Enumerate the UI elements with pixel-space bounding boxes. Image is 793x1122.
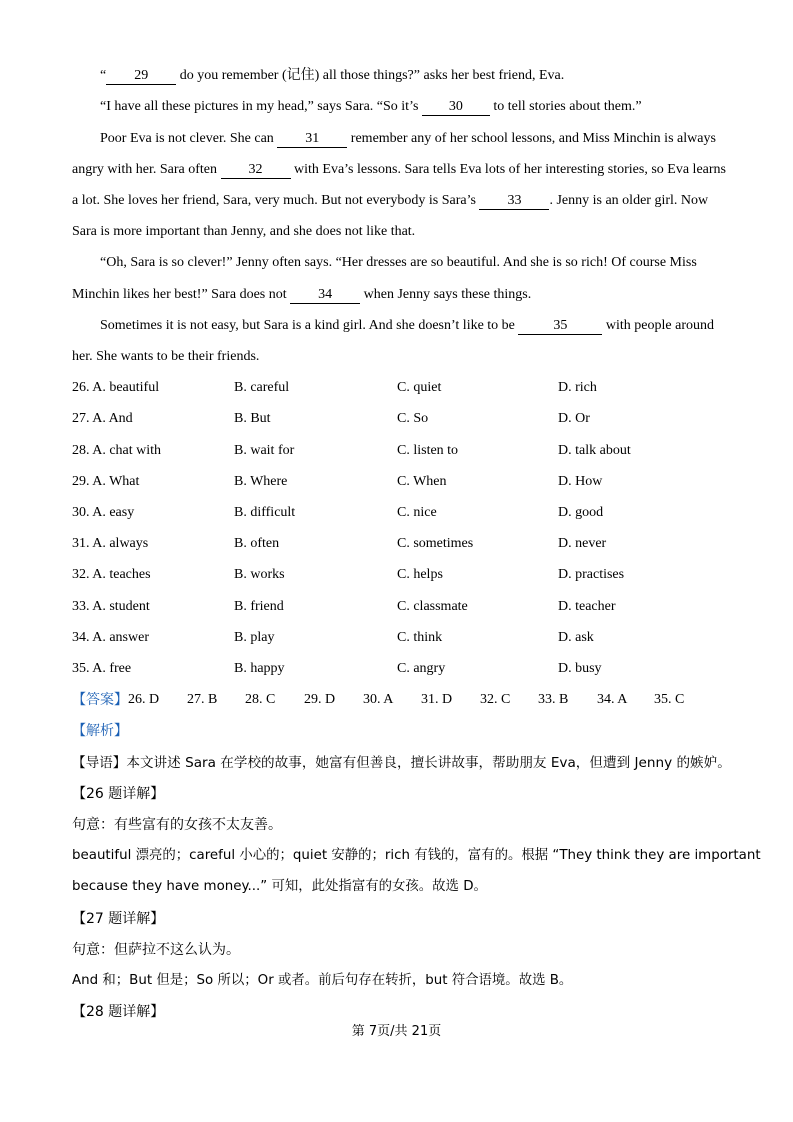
- option-b: B. works: [234, 567, 285, 582]
- answer-item: 26. D: [128, 692, 160, 707]
- option-a: 26. A. beautiful: [72, 380, 160, 395]
- option-row: [72, 472, 732, 492]
- option-b: B. happy: [234, 661, 285, 676]
- blank-33: 33: [479, 193, 549, 210]
- option-row: [72, 659, 732, 679]
- option-a: 28. A. chat with: [72, 443, 162, 458]
- option-a: 32. A. teaches: [72, 567, 151, 582]
- option-d: D. talk about: [558, 443, 631, 458]
- answer-item: 34. A: [597, 692, 628, 707]
- page-number: 第 7页/共 21页: [351, 1024, 442, 1039]
- option-row: [72, 503, 732, 523]
- option-d: D. busy: [558, 661, 602, 676]
- passage-line: Poor Eva is not clever. She can 31 remember any of her school lessons, and Miss Minchin is always: [100, 131, 716, 146]
- option-b: B. play: [234, 630, 275, 645]
- option-c: C. angry: [397, 661, 446, 676]
- option-row: [72, 409, 732, 429]
- answer-item: 35. C: [654, 692, 685, 707]
- passage-line: Sara is more important than Jenny, and she does not like that.: [72, 224, 416, 239]
- q26-meaning: 句意：有些富有的女孩不太友善。: [72, 817, 282, 833]
- option-b: B. Where: [234, 474, 288, 489]
- analysis-intro: 【导语】本文讲述 Sara 在学校的故事，她富有但善良，擅长讲故事，帮助朋友 Eva，但遭到 Jenny 的嫉妒。: [72, 755, 731, 771]
- option-d: D. never: [558, 536, 607, 551]
- passage-line: Sometimes it is not easy, but Sara is a kind girl. And she doesn’t like to be 35 with people around: [100, 318, 714, 333]
- option-row: [72, 378, 732, 398]
- option-c: C. sometimes: [397, 536, 474, 551]
- answer-item: 33. B: [538, 692, 569, 707]
- option-d: D. rich: [558, 380, 597, 395]
- blank-34: 34: [290, 287, 360, 304]
- passage-line: “ 29 do you remember (记住) all those things?” asks her best friend, Eva.: [100, 68, 565, 83]
- answer-item: 32. C: [480, 692, 511, 707]
- option-a: 35. A. free: [72, 661, 132, 676]
- option-row: [72, 597, 732, 617]
- answer-item: 31. D: [421, 692, 453, 707]
- analysis-label: 【解析】: [72, 723, 128, 739]
- option-b: B. difficult: [234, 505, 296, 520]
- passage-line: “Oh, Sara is so clever!” Jenny often says. “Her dresses are so beautiful. And she is so rich! Of course Miss: [100, 255, 697, 270]
- option-c: C. When: [397, 474, 447, 489]
- option-c: C. quiet: [397, 380, 442, 395]
- option-c: C. listen to: [397, 443, 459, 458]
- q26-explanation: because they have money...” 可知，此处指富有的女孩。故选 D。: [72, 879, 487, 894]
- passage-line: Minchin likes her best!” Sara does not 34 when Jenny says these things.: [72, 287, 532, 302]
- passage-line: angry with her. Sara often 32 with Eva’s lessons. Sara tells Eva lots of her interesting stories, so Eva learns: [72, 162, 726, 177]
- option-a: 29. A. What: [72, 474, 140, 489]
- option-d: D. good: [558, 505, 604, 520]
- answer-label: 【答案】: [72, 692, 128, 708]
- answer-item: 29. D: [304, 692, 336, 707]
- option-c: C. So: [397, 411, 429, 426]
- option-d: D. How: [558, 474, 603, 489]
- q27-meaning: 句意：但萨拉不这么认为。: [72, 942, 240, 958]
- option-a: 34. A. answer: [72, 630, 149, 645]
- option-a: 31. A. always: [72, 536, 149, 551]
- passage-line: “I have all these pictures in my head,” says Sara. “So it’s 30 to tell stories about them.”: [100, 99, 642, 114]
- passage-line: a lot. She loves her friend, Sara, very much. But not everybody is Sara’s 33 . Jenny is an older girl. Now: [72, 193, 709, 208]
- option-d: D. practises: [558, 567, 625, 582]
- blank-31: 31: [277, 131, 347, 148]
- option-a: 33. A. student: [72, 599, 150, 614]
- q26-explanation: beautiful 漂亮的；careful 小心的；quiet 安静的；rich 有钱的，富有的。根据 “They think they are important: [72, 848, 761, 863]
- answer-item: 28. C: [245, 692, 276, 707]
- blank-30: 30: [422, 99, 490, 116]
- answer-item: 27. B: [187, 692, 218, 707]
- option-b: B. often: [234, 536, 280, 551]
- answer-row: [72, 690, 712, 710]
- option-b: B. wait for: [234, 443, 295, 458]
- option-c: C. helps: [397, 567, 443, 582]
- answer-item: 30. A: [363, 692, 394, 707]
- q28-title: 【28 题详解】: [72, 1004, 165, 1020]
- option-row: [72, 565, 732, 585]
- option-row: [72, 628, 732, 648]
- blank-32: 32: [221, 162, 291, 179]
- option-c: C. think: [397, 630, 443, 645]
- option-a: 30. A. easy: [72, 505, 135, 520]
- passage-line: her. She wants to be their friends.: [72, 349, 260, 364]
- option-c: C. nice: [397, 505, 437, 520]
- option-d: D. ask: [558, 630, 594, 645]
- blank-29: 29: [106, 68, 176, 85]
- option-b: B. careful: [234, 380, 290, 395]
- option-d: D. Or: [558, 411, 590, 426]
- option-row: [72, 441, 732, 461]
- option-b: B. But: [234, 411, 271, 426]
- blank-35: 35: [518, 318, 602, 335]
- option-b: B. friend: [234, 599, 284, 614]
- option-a: 27. A. And: [72, 411, 133, 426]
- option-row: [72, 534, 732, 554]
- option-c: C. classmate: [397, 599, 468, 614]
- q27-title: 【27 题详解】: [72, 911, 165, 927]
- q27-explanation: And 和；But 但是；So 所以；Or 或者。前后句存在转折，but 符合语境。故选 B。: [72, 973, 573, 988]
- option-d: D. teacher: [558, 599, 616, 614]
- q26-title: 【26 题详解】: [72, 786, 165, 802]
